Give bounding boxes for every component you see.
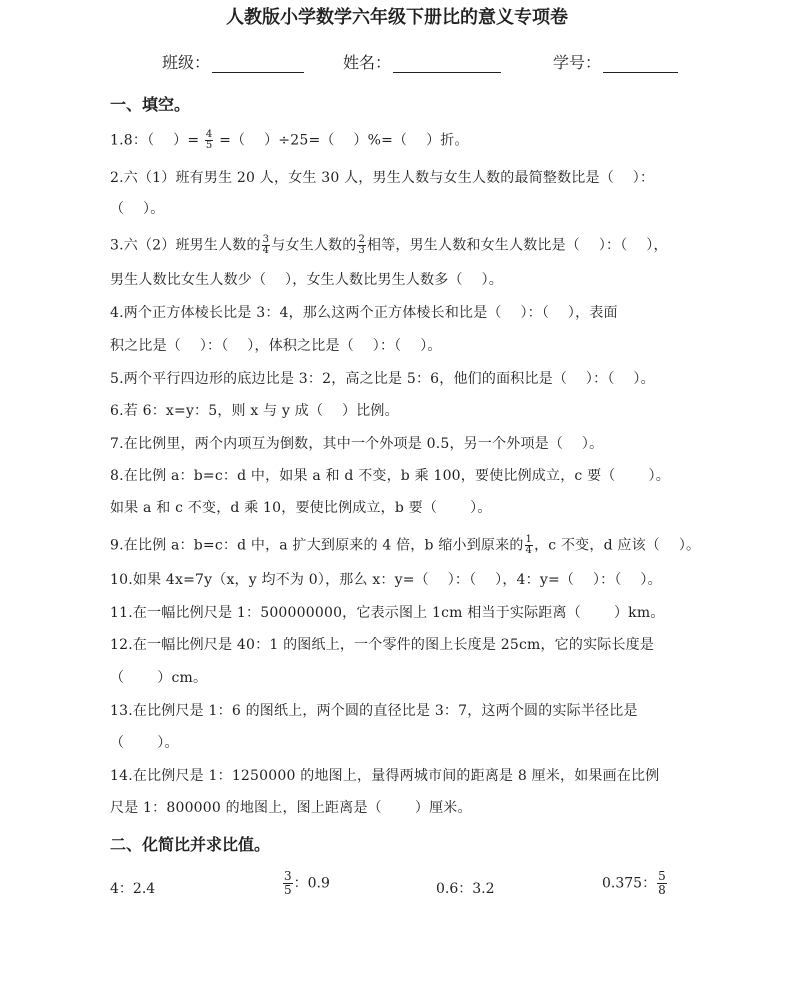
class-label: 班级： <box>162 53 211 72</box>
section-1-heading: 一、填空。 <box>110 95 191 114</box>
calc-2-fraction <box>283 870 293 897</box>
q9-fraction <box>525 535 534 556</box>
calc-2-rest: ：0.9 <box>293 875 330 892</box>
q1-fraction-den: 5 <box>205 140 213 151</box>
question-6: 6.若 6：x=y：5，则 x 与 y 成（ ）比例。 <box>110 403 399 419</box>
simplify-ratio-row <box>110 870 732 906</box>
name-field <box>343 50 501 73</box>
question-8-line-1: 8.在比例 a：b=c：d 中，如果 a 和 d 不变，b 乘 100，要使比例成立，c 要（ ）。 <box>110 468 670 484</box>
q1-part-b: =（ ）÷25=（ ）%=（ ）折。 <box>214 132 469 149</box>
question-13-line-1: 13.在比例尺是 1：6 的图纸上，两个圆的直径比是 3：7，这两个圆的实际半径比是 <box>110 703 638 719</box>
q1-part-a: 1.8：（ ）= <box>110 132 204 149</box>
q3-part-a: 3.六（2）班男生人数的 <box>110 237 261 254</box>
question-2-line-1: 2.六（1）班有男生 20 人，女生 30 人，男生人数与女生人数的最简整数比是（ ）： <box>110 170 655 186</box>
calc-4-prefix: 0.375： <box>602 875 657 892</box>
question-12-line-1: 12.在一幅比例尺是 40：1 的图纸上，一个零件的图上长度是 25cm，它的实际长度是 <box>110 637 655 653</box>
q3-fraction-2-den: 3 <box>358 245 365 256</box>
question-8-line-2: 如果 a 和 c 不变，d 乘 10，要使比例成立，b 要（ ）。 <box>110 500 492 516</box>
calc-4-fraction-num: 5 <box>658 869 666 883</box>
calc-2-fraction-num: 3 <box>284 869 292 883</box>
question-2-line-2: （ ）。 <box>110 201 165 217</box>
question-13-line-2: （ ）。 <box>110 735 179 751</box>
question-3-line-1 <box>110 235 732 256</box>
name-blank[interactable] <box>393 54 501 73</box>
calc-4-fraction <box>657 870 667 897</box>
q1-fraction-num: 4 <box>205 129 213 140</box>
calc-item-3: 0.6：3.2 <box>436 881 495 897</box>
section-2-heading: 二、化简比并求比值。 <box>110 835 271 854</box>
question-14-line-2: 尺是 1：800000 的地图上，图上距离是（ ）厘米。 <box>110 800 472 816</box>
id-label: 学号： <box>553 53 602 72</box>
q3-fraction-1-num: 3 <box>262 234 270 245</box>
calc-item-2 <box>282 870 330 897</box>
q3-fraction-1 <box>262 235 271 256</box>
calc-4-fraction-den: 8 <box>658 883 666 897</box>
id-field <box>553 50 678 73</box>
q9-part-b: ，c 不变，d 应该（ ）。 <box>534 537 701 554</box>
student-info-row <box>0 50 794 72</box>
calc-2-fraction-den: 5 <box>284 883 292 897</box>
page-title: 人教版小学数学六年级下册比的意义专项卷 <box>226 7 568 28</box>
q3-fraction-1-den: 4 <box>262 245 270 256</box>
question-4-line-1: 4.两个正方体棱长比是 3：4，那么这两个正方体棱长和比是（ ）：（ ），表面 <box>110 305 618 321</box>
class-blank[interactable] <box>212 54 304 73</box>
calc-item-1: 4：2.4 <box>110 881 156 897</box>
name-label: 姓名： <box>343 53 392 72</box>
question-1 <box>110 130 732 151</box>
question-14-line-1: 14.在比例尺是 1：1250000 的地图上，量得两城市间的距离是 8 厘米，如果画在比例 <box>110 768 660 784</box>
question-7: 7.在比例里，两个内项互为倒数，其中一个外项是 0.5，另一个外项是（ ）。 <box>110 436 604 452</box>
question-12-line-2: （ ）cm。 <box>110 670 208 686</box>
id-blank[interactable] <box>603 54 678 73</box>
q9-part-a: 9.在比例 a：b=c：d 中，a 扩大到原来的 4 倍，b 缩小到原来的 <box>110 537 524 554</box>
question-10: 10.如果 4x=7y（x，y 均不为 0），那么 x：y=（ ）：（ ），4：y=（ ）：（ ）。 <box>110 572 662 588</box>
q3-fraction-2-num: 2 <box>358 234 365 245</box>
question-4-line-2: 积之比是（ ）：（ ），体积之比是（ ）：（ ）。 <box>110 338 442 354</box>
q3-part-c: 相等，男生人数和女生人数比是（ ）：（ ）， <box>367 237 668 254</box>
q1-fraction <box>205 130 214 151</box>
calc-item-4 <box>602 870 668 897</box>
q9-fraction-den: 4 <box>525 545 533 556</box>
q3-part-b: 与女生人数的 <box>271 237 357 254</box>
q9-fraction-num: 1 <box>525 534 533 545</box>
question-5: 5.两个平行四边形的底边比是 3：2，高之比是 5：6，他们的面积比是（ ）：（ ）。 <box>110 371 655 387</box>
question-9 <box>110 535 732 556</box>
question-11: 11.在一幅比例尺是 1：500000000，它表示图上 1cm 相当于实际距离（ ）km。 <box>110 605 665 621</box>
class-field <box>162 50 304 73</box>
q3-fraction-2 <box>357 235 366 256</box>
question-3-line-2: 男生人数比女生人数少（ ），女生人数比男生人数多（ ）。 <box>110 272 503 288</box>
